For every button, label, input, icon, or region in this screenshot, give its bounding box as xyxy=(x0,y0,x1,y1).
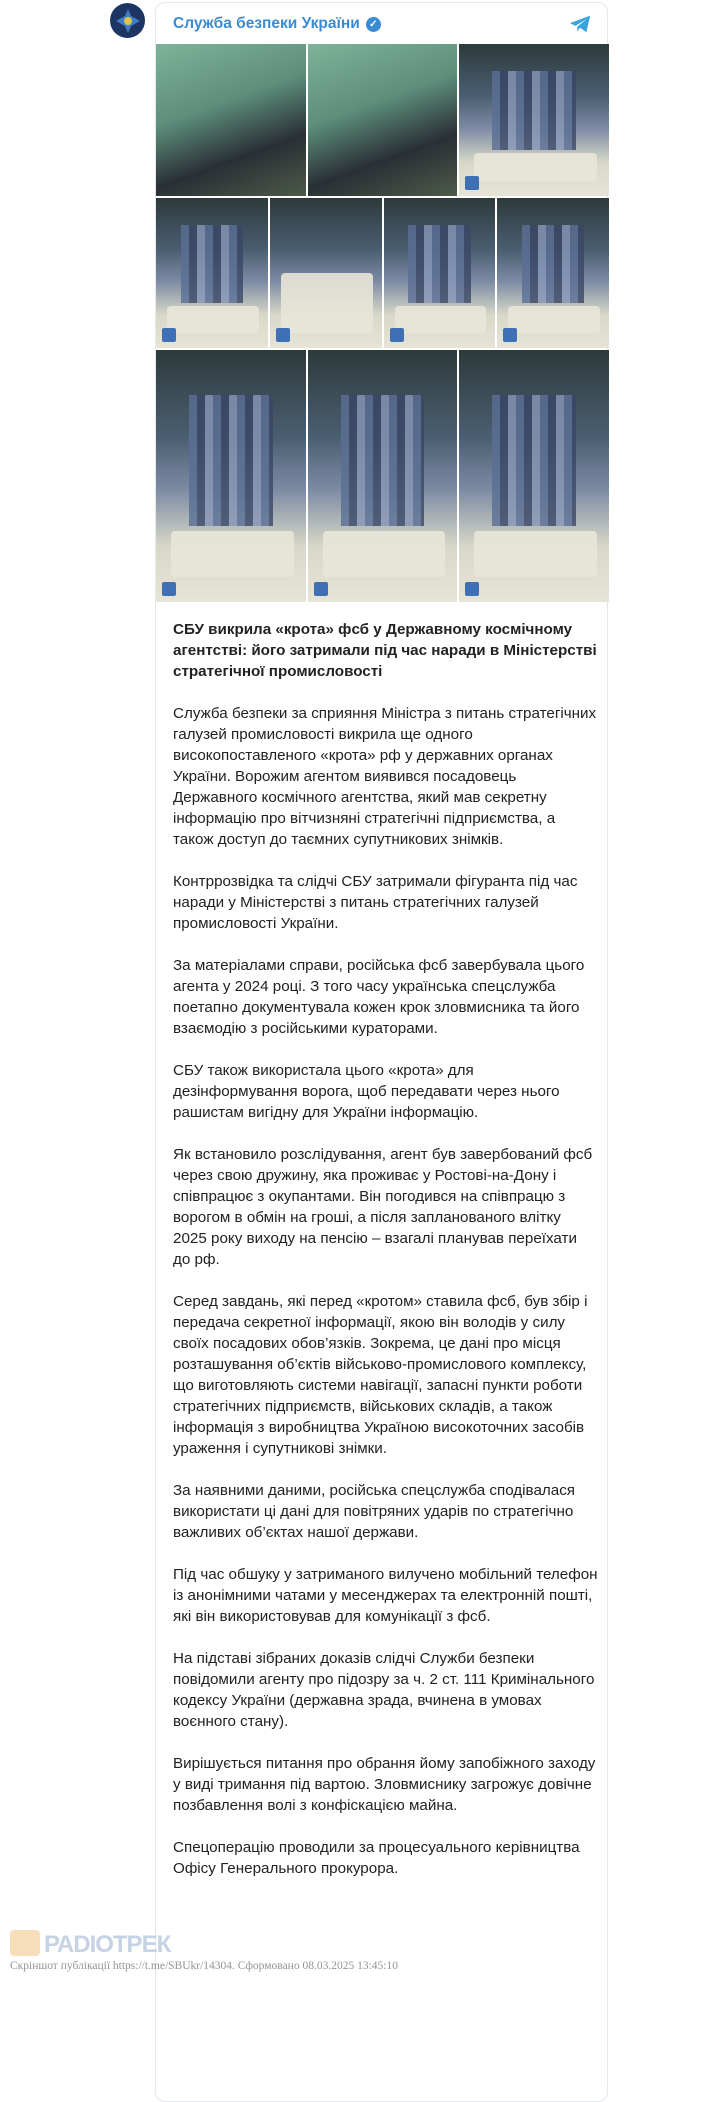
channel-avatar[interactable] xyxy=(110,3,145,38)
paragraph: Контррозвідка та слідчі СБУ затримали фігуранта під час наради у Міністерстві з питань стратегічних галузей промисловості України. xyxy=(173,873,578,932)
chat-screenshot[interactable] xyxy=(459,44,609,196)
paragraph: На підставі зібраних доказів слідчі Служби безпеки повідомили агенту про підозру за ч. 2 ст. 111 Кримінального кодексу України (державна зрада, вчинена в умовах воєнного стану). xyxy=(173,1650,595,1730)
paragraph: Серед завдань, які перед «кротом» ставила фсб, був збір і передача секретної інформації, якою він володів у силу своїх посадових обов’язків. Зокрема, це дані про місця розташування об’єктів військово-промислового комплексу, що виготовляють системи навігації, запасні пункти роботи стратегічних підприємств, військових складів, а також інформація з виробництва Україною високоточних засобів ураження і супутникові знімки. xyxy=(173,1293,588,1457)
chat-screenshot[interactable] xyxy=(270,198,382,348)
paragraph: СБУ також використала цього «крота» для дезінформування ворога, щоб передавати через нього рашистам вигідну для України інформацію. xyxy=(173,1062,560,1121)
telegram-icon[interactable] xyxy=(569,14,591,34)
gallery-row xyxy=(156,350,609,602)
paragraph: За матеріалами справи, російська фсб завербувала цього агента у 2024 році. З того часу українська спецслужба поетапно документувала кожен крок зловмисника та його взаємодію з російськими кураторами. xyxy=(173,957,585,1037)
screenshot-caption: Скріншот публікації https://t.me/SBUkr/14304. Сформовано 08.03.2025 13:45:10 xyxy=(10,1960,398,1972)
chat-screenshot[interactable] xyxy=(497,198,609,348)
play-icon xyxy=(10,1930,40,1956)
paragraph: Служба безпеки за сприяння Міністра з питань стратегічних галузей промисловості викрила ще одного високопоставленого «крота» рф у державних органах України. Ворожим агентом виявився посадовець Державного космічного агентства, який мав секретну інформацію про вітчизняні стратегічні підприємства, а також доступ до таємних супутникових знімків. xyxy=(173,705,597,848)
chat-screenshot[interactable] xyxy=(308,350,458,602)
chat-screenshot[interactable] xyxy=(156,350,306,602)
verified-icon: ✓ xyxy=(366,17,381,32)
gallery-row xyxy=(156,44,609,196)
paragraph: Під час обшуку у затриманого вилучено мобільний телефон із анонімними чатами у месенджерах та електронній пошті, які він використовував для комунікації з фсб. xyxy=(173,1566,598,1625)
post-body xyxy=(173,611,598,1900)
chat-screenshot[interactable] xyxy=(156,198,268,348)
post-header xyxy=(156,3,607,44)
paragraph: Вирішується питання про обрання йому запобіжного заходу у виді тримання під вартою. Зловмиснику загрожує довічне позбавлення волі з конфіскацією майна. xyxy=(173,1755,596,1814)
chat-screenshot[interactable] xyxy=(459,350,609,602)
post-title: СБУ викрила «крота» фсб у Державному космічному агентстві: його затримали під час наради в Міністерстві стратегічної промисловості xyxy=(173,621,597,680)
media-gallery xyxy=(156,44,609,604)
telegram-post-card xyxy=(155,2,608,2102)
paragraph: За наявними даними, російська спецслужба сподівалася використати ці дані для повітряних ударів по стратегічно важливих об’єктах нашої держави. xyxy=(173,1482,576,1541)
radiotrek-watermark-logo: РАDIOТРЕК xyxy=(10,1930,170,1959)
detention-photo[interactable] xyxy=(308,44,458,196)
gallery-row xyxy=(156,198,609,348)
detention-photo[interactable] xyxy=(156,44,306,196)
chat-screenshot[interactable] xyxy=(384,198,496,348)
paragraph: Як встановило розслідування, агент був завербований фсб через свою дружину, яка проживає у Ростові-на-Дону і співпрацює з окупантами. Він погодився на співпрацю з ворогом в обмін на гроші, а після запланованого влітку 2025 року виходу на пенсію – взагалі планував переїхати до рф. xyxy=(173,1146,593,1268)
channel-name[interactable]: Служба безпеки України xyxy=(173,15,360,32)
paragraph: Спецоперацію проводили за процесуального керівництва Офісу Генерального прокурора. xyxy=(173,1839,580,1877)
sbu-emblem-icon xyxy=(115,8,141,34)
